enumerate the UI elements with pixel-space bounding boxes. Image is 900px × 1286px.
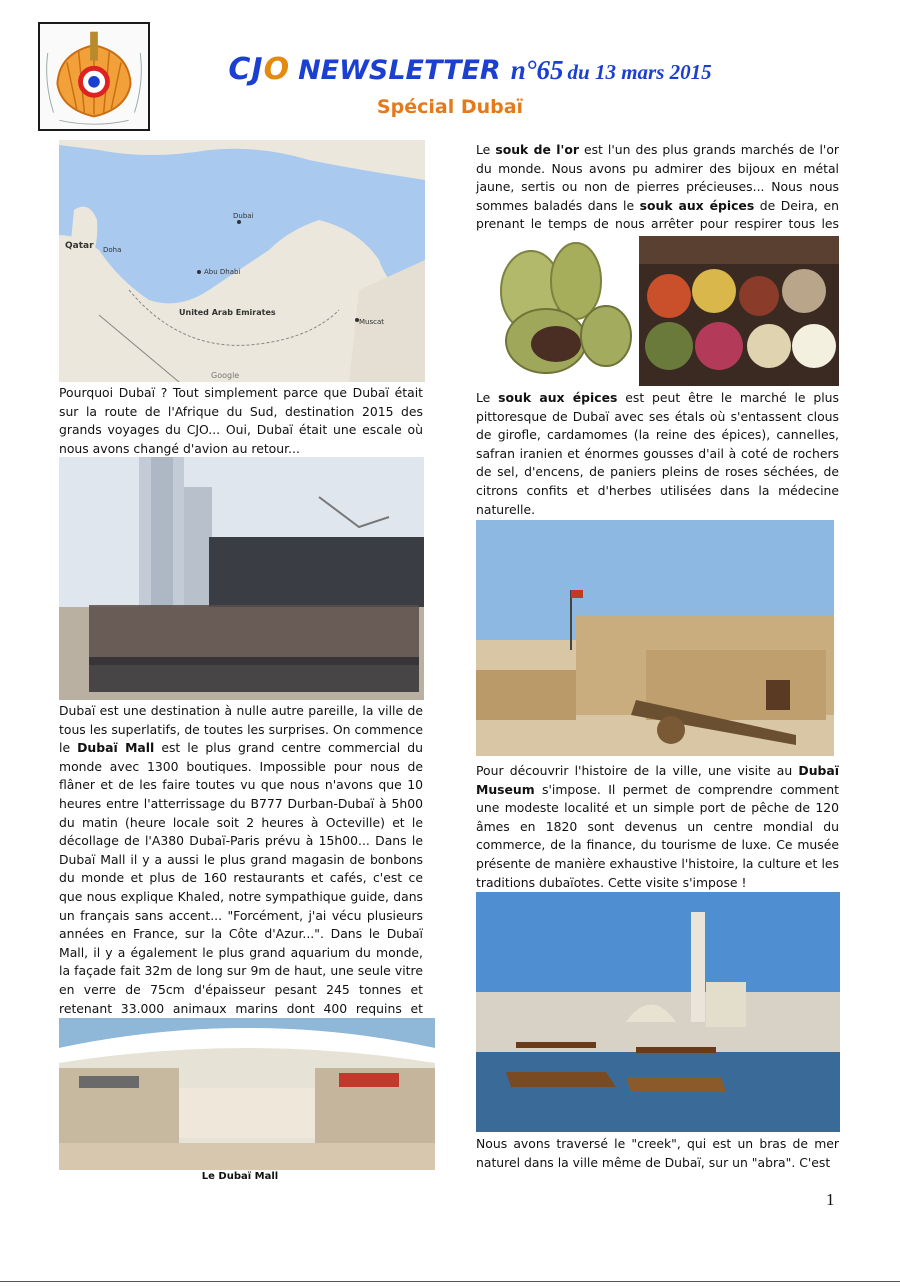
map-label-qatar: Qatar <box>65 241 94 251</box>
map-label-doha: Doha <box>103 246 122 254</box>
mall-paragraph-text-2: est le plus grand centre commercial du monde avec 1300 boutiques. Impossible pour nous de flâner et de les faire toutes vu que nous n'avons que 10 heures entre l'atterrissage du B777 Durban-Dubaï à 5h00 du matin (heure locale soit 2 heures à Octeville) et le décollage de l'A380 Dubaï-Paris prévu à 15h00... Dans le Dubaï Mall il y a aussi le plus grand magasin de bonbons du monde et plus de 160 restaurants et cafés, c'est ce que nous explique Khaled, notre sympathique guide, dans un français sans accent... "Forcément, j'ai vécu plusieurs années en France, sur la Côte d'Azur...". Dans le Dubaï Mall, il y a également le plus grand aquarium du monde, la façade fait 32m de long sur 9m de haut, une seule vitre en verre de 75cm d'épaisseur pesant 245 tonnes et retenant 33.000 animaux marins dont 400 requins et <box>59 740 423 1016</box>
map-label-dubai: Dubai <box>233 212 254 220</box>
intro-paragraph: Pourquoi Dubaï ? Tout simplement parce que Dubaï était sur la route de l'Afrique du Sud, destination 2015 des grands voyages du CJO... Oui, Dubaï était une escale où nous avons changé d'avion au retour... <box>59 385 423 456</box>
dubai-mall-paragraph <box>59 702 423 1037</box>
dubai-creek-photo <box>476 892 840 1132</box>
map-google-watermark: Google <box>211 371 240 380</box>
group-photo-illustration <box>59 457 424 700</box>
spice-stall-illustration <box>639 236 839 386</box>
gold-souk-highlight: souk de l'or <box>495 142 579 157</box>
map-label-uae: United Arab Emirates <box>179 308 276 317</box>
museum-fort-illustration <box>476 520 834 756</box>
brand-letter-c: C <box>228 52 252 87</box>
spice-souk-paragraph <box>476 389 839 519</box>
spice-paragraph-text-2: est peut être le marché le plus pittoresque de Dubaï avec ses étals où s'entassent clous de girofle, cardamomes (la reine des épices), cannelles, safran iranien et énormes gousses d'ail à coté de rochers de sel, d'encens, de paniers pleins de roses séchées, de citrons confits et d'herbes utilisées dans la médecine naturelle. <box>476 390 839 517</box>
map-label-muscat: Muscat <box>359 318 385 326</box>
cardamom-illustration <box>476 236 639 386</box>
map-label-abu-dhabi: Abu Dhabi <box>204 268 241 276</box>
issue-date: du 13 mars 2015 <box>567 60 712 84</box>
dubai-museum-photo <box>476 520 834 756</box>
creek-paragraph: Nous avons traversé le "creek", qui est un bras de mer naturel dans la ville même de Dubaï, sur un "abra". C'est <box>476 1136 839 1170</box>
gold-paragraph-text-1: Le <box>476 142 496 157</box>
cardamom-photo <box>476 236 639 386</box>
brand-letter-o: O <box>263 52 291 87</box>
dubai-museum-highlight: Dubaï Museum <box>476 763 839 797</box>
museum-paragraph <box>476 762 839 892</box>
cjo-logo <box>38 22 150 131</box>
map-image <box>59 140 425 382</box>
scallop-shell-logo-icon <box>40 24 148 129</box>
museum-paragraph-text-1: Pour découvrir l'histoire de la ville, une visite au <box>476 763 799 778</box>
brand-letter-j: J <box>251 52 264 87</box>
mall-paragraph-text-1: Dubaï est une destination à nulle autre pareille, la ville de tous les superlatifs, de toutes les surprises. On commence le <box>59 703 423 756</box>
brand-newsletter: NEWSLETTER <box>298 55 501 86</box>
group-photo-burj-khalifa <box>59 457 424 700</box>
gold-paragraph-text-2: est l'un des plus grands marchés de l'or du monde. Nous avons pu admirer des bijoux en métal jaune, sertis ou non de pierres précieuses... Nous nous sommes baladés dans le <box>476 142 840 213</box>
spice-stall-photo <box>639 236 839 386</box>
museum-paragraph-text-2: s'impose. Il permet de comprendre comment une modeste localité et un simple port de pêche de 120 âmes en 1820 sont devenus un centre mondial du commerce, de la finance, du tourisme de luxe. Ce musée présente de manière exhaustive l'histoire, la culture et les traditions dubaïotes. Cette visite s'impose ! <box>476 781 839 890</box>
dubai-mall-illustration <box>59 1018 435 1170</box>
dubai-mall-highlight: Dubaï Mall <box>77 740 155 756</box>
spice-souk-highlight-1: souk aux épices <box>639 197 755 213</box>
brand-cjo <box>228 52 290 87</box>
spice-souk-highlight-2: souk aux épices <box>498 390 618 405</box>
issue-number: n°65 <box>510 55 564 85</box>
spice-paragraph-text-1: Le <box>476 390 499 405</box>
gold-paragraph-text-3: de Deira, en prenant le temps de nous arrêter pour respirer tous les <box>476 197 839 232</box>
uae-map-illustration <box>59 140 425 382</box>
newsletter-title <box>160 52 780 87</box>
bottom-rule <box>0 1281 900 1282</box>
mall-photo-caption: Le Dubaï Mall <box>201 1171 279 1182</box>
issue-subtitle: Spécial Dubaï <box>376 96 524 118</box>
page-number: 1 <box>826 1190 835 1209</box>
dubai-mall-photo <box>59 1018 435 1170</box>
creek-abra-illustration <box>476 892 840 1132</box>
